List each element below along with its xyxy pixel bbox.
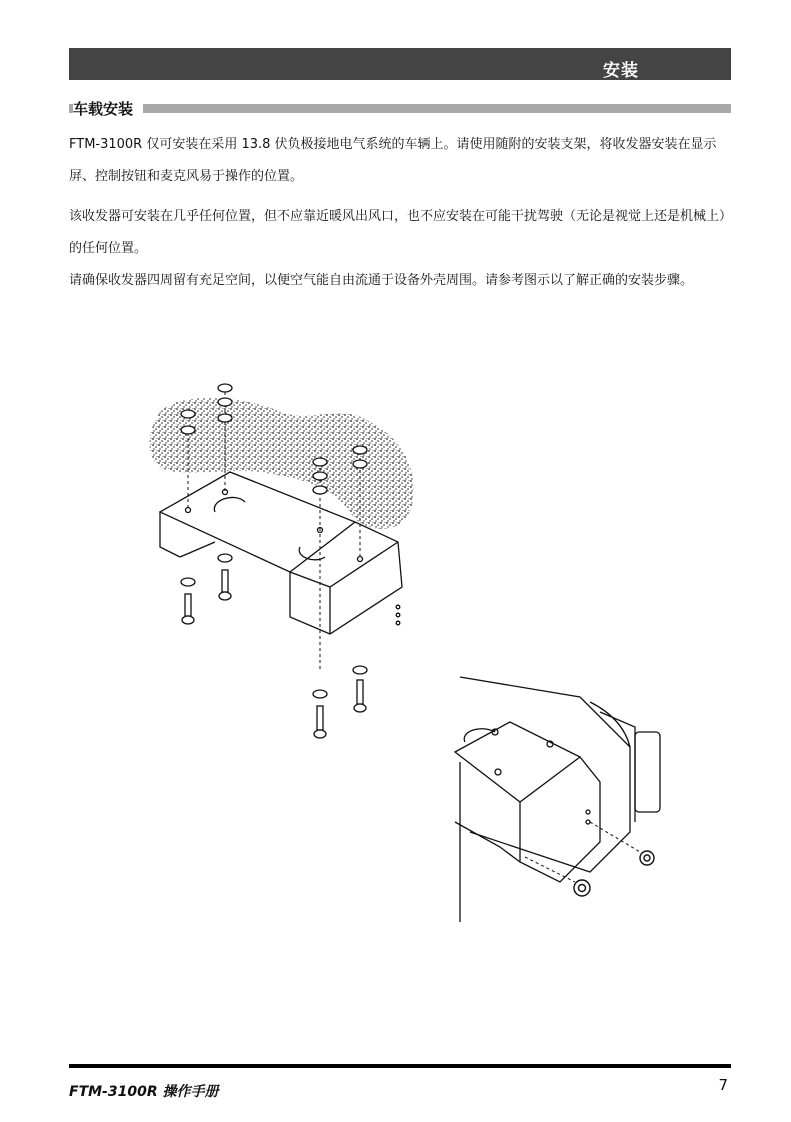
paragraph-3: 请确保收发器四周留有充足空间，以便空气能自由流通于设备外壳周围。请参考图示以了解正确的安装步骤。 (69, 273, 694, 288)
bracket-exploded-illustration (140, 372, 430, 748)
section-title: 车载安装 (73, 99, 143, 119)
footer-rule (69, 1064, 731, 1068)
header-bar (69, 48, 731, 80)
paragraph-1: FTM-3100R 仅可安装在采用 13.8 伏负极接地电气系统的车辆上。请使用随附的安装支架，将收发器安装在显示屏、控制按钮和麦克风易于操作的位置。 (69, 137, 717, 184)
page-number: 7 (718, 1076, 728, 1094)
paragraph-2: 该收发器可安装在几乎任何位置，但不应靠近暖风出风口，也不应安装在可能干扰驾驶（无论是视觉上还是机械上）的任何位置。 (69, 209, 733, 256)
radio-mounting-illustration (450, 672, 672, 930)
page-section-title: 安装 (603, 61, 639, 81)
section-rule (69, 104, 731, 113)
footer-manual-title: FTM-3100R 操作手册 (69, 1084, 219, 1100)
